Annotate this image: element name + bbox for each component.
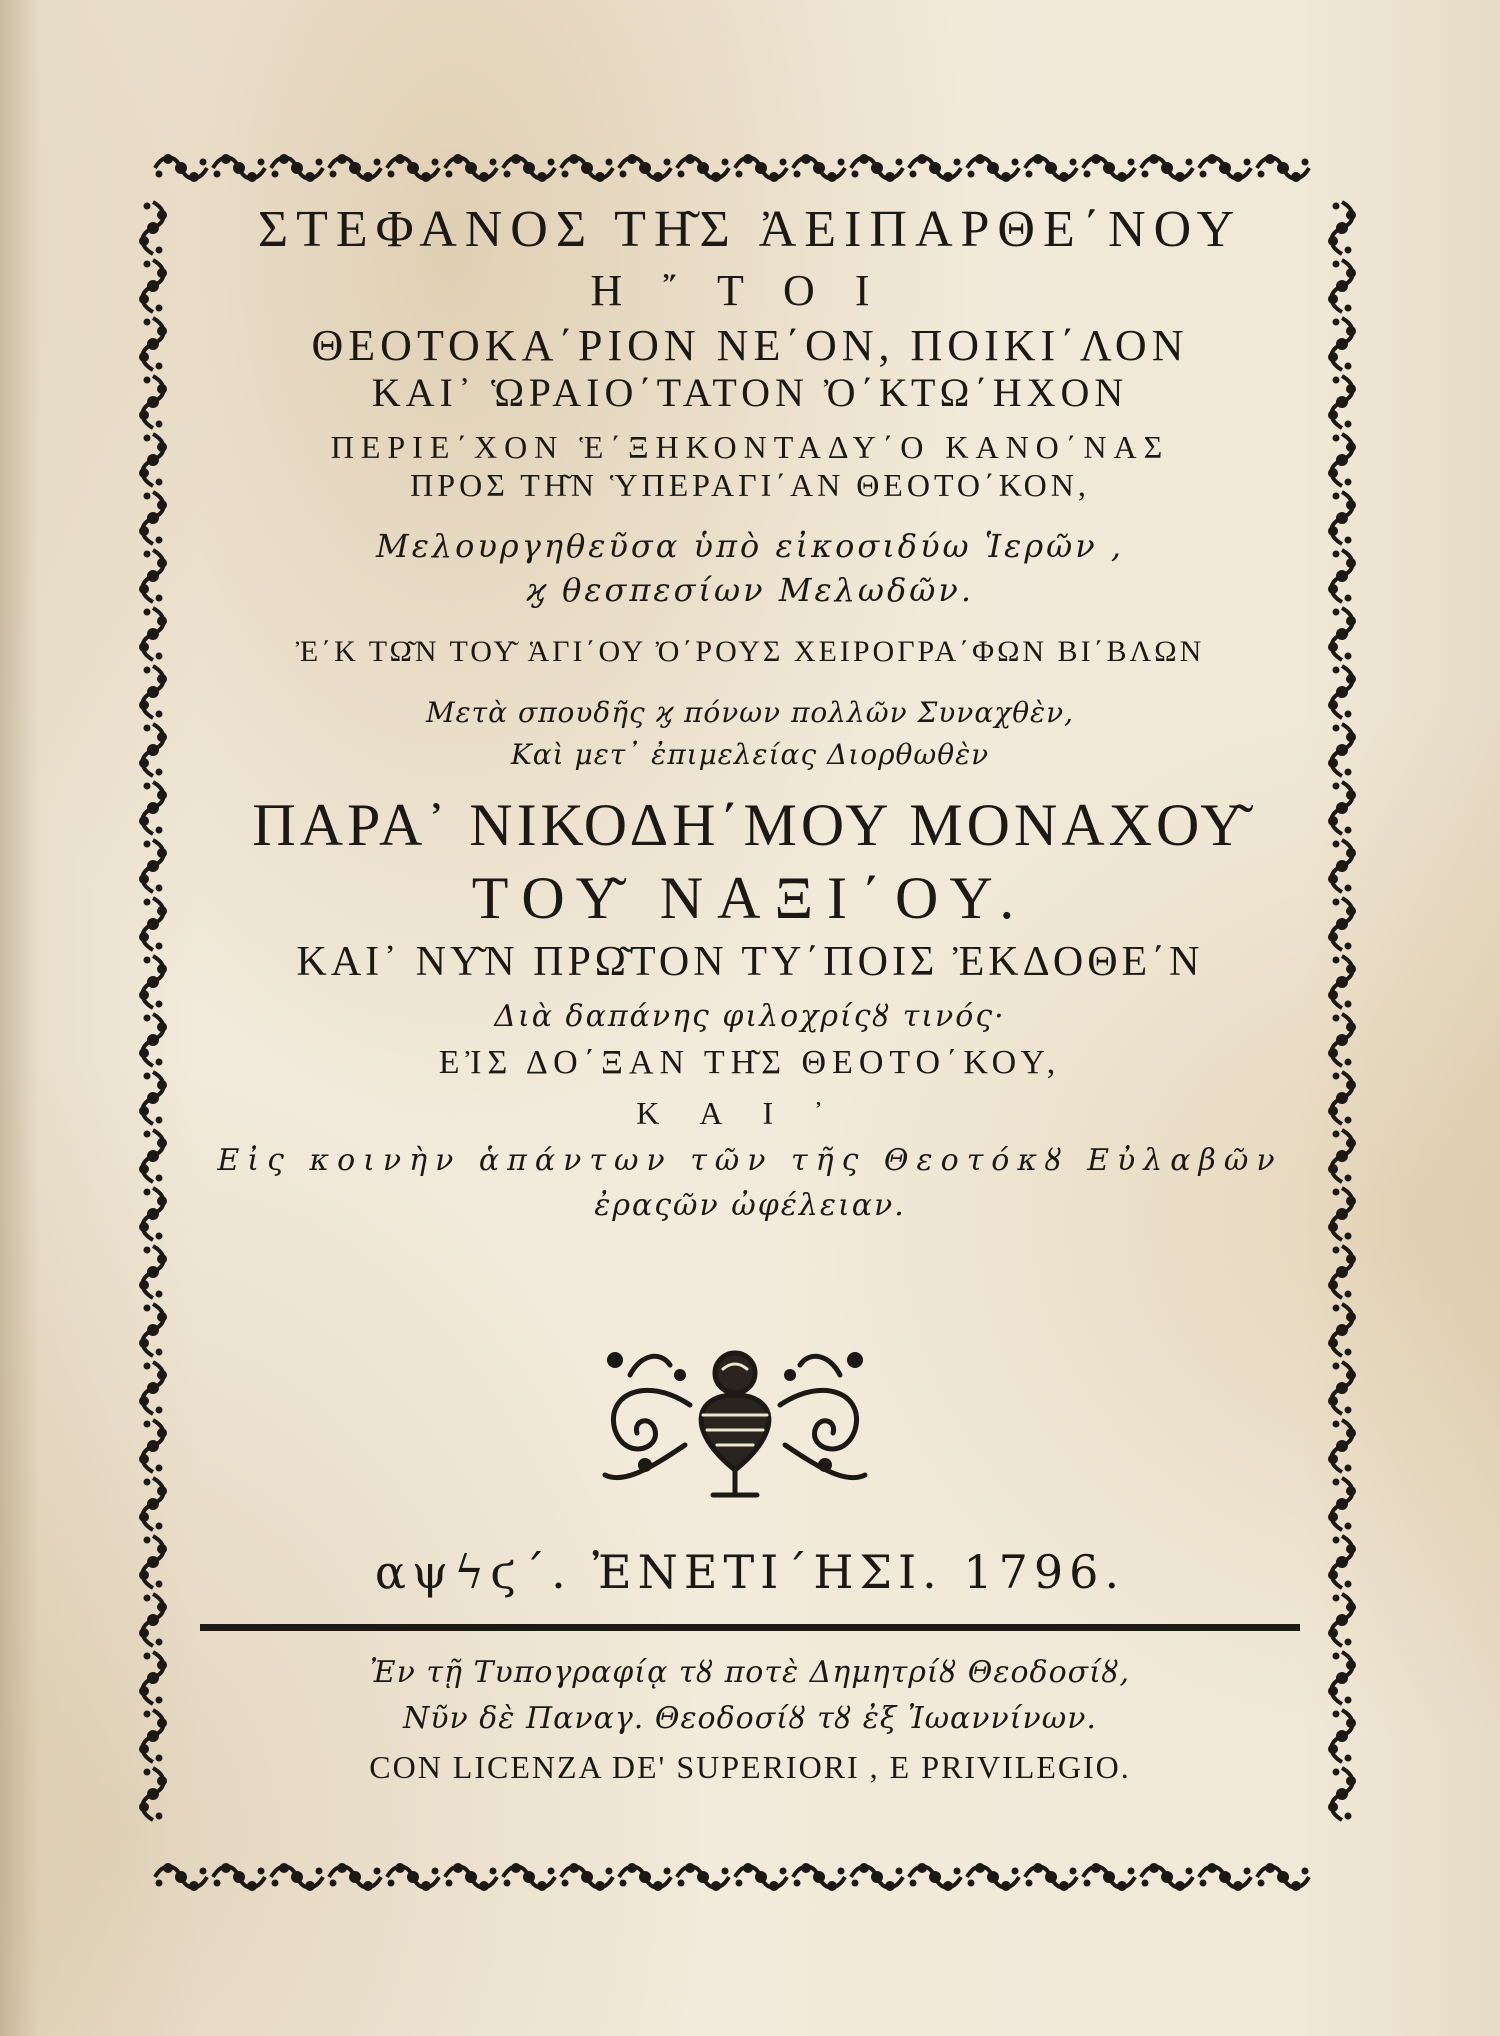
corrected-line: Καὶ μετ᾿ ἐπιμελείας Διορθωθὲν [510, 738, 990, 771]
contents-line-2: ΠΡΟΣ ΤΗ͂Ν ὙΠΕΡΑΓΙ΄ΑΝ ΘΕΟΤΟ΄ΚΟΝ, [410, 467, 1090, 503]
printer-block [200, 1650, 1300, 1792]
subtitle-line-2: ΚΑΙ᾿ ὩΡΑΙΟ΄ΤΑΤΟΝ Ὀ΄ΚΤΩ΄ΗΧΟΝ [371, 370, 1129, 415]
dedication-line: ΕἸΣ ΔΟ΄ΞΑΝ ΤΗ͂Σ ΘΕΟΤΟ΄ΚΟΥ, [438, 1044, 1062, 1081]
conjunction-line: Η῎ΤΟΙ [590, 266, 910, 315]
source-line: Ἐ΄Κ ΤΩ͂Ν ΤΟΥ͂ ἉΓΙ΄ΟΥ Ὀ΄ΡΟΥΣ ΧΕΙΡΟΓΡΑ΄ΦΩΝ ΒΙ΄ΒΛΩΝ [295, 635, 1205, 668]
license-line: CON LICENZA DE' SUPERIORI , E PRIVILEGIO. [369, 1749, 1131, 1785]
collected-line: Μετὰ σπουδῆς ϗ πόνων πολλῶν Συναχθὲν, [425, 696, 1075, 729]
editor-name: ΠΑΡΑ᾿ ΝΙΚΟΔΗ΄ΜΟΥ ΜΟΝΑΧΟΥ͂ [252, 792, 1248, 858]
subtitle-line-1: ΘΕΟΤΟΚΑ΄ΡΙΟΝ ΝΕ΄ΟΝ, ΠΟΙΚΙ΄ΛΟΝ [311, 321, 1189, 370]
composers-line-2: ϗ θεσπεσίων Μελωδῶν. [525, 571, 974, 609]
imprint-line: αψϟϛ΄. ἘΝΕΤΙ΄ΗΣΙ. 1796. [374, 1545, 1126, 1599]
first-edition-line: ΚΑΙ᾿ ΝΥ͂Ν ΠΡΩ͂ΤΟΝ ΤΥ΄ΠΟΙΣ ἘΚΔΟΘΕ΄Ν [296, 939, 1204, 985]
and-line: ΚΑΙ᾿ [636, 1095, 864, 1131]
divider-rule [200, 1622, 1300, 1634]
contents-line-1: ΠΕΡΙΕ΄ΧΟΝ Ἑ΄ΞΗΚΟΝΤΑΔΥ΄Ο ΚΑΝΟ΄ΝΑΣ [330, 429, 1170, 465]
editor-origin: ΤΟΥ͂ ΝΑΞΙ΄ΟΥ. [471, 865, 1029, 931]
printer-line-1: Ἐν τῇ Τυπογραφίᾳ τȣ ποτὲ Δημητρίȣ Θεοδοσίȣ, [369, 1655, 1131, 1690]
benefit-line-2: ἐραςῶν ὠφέλειαν. [594, 1188, 906, 1223]
sponsor-line: Διὰ δαπάνης φιλοχρίςȣ τινός· [494, 999, 1006, 1034]
main-title: ΣΤΕΦΑΝΟΣ ΤΗ͂Σ ἈΕΙΠΑΡΘΕ΄ΝΟΥ [257, 201, 1243, 258]
benefit-line-1: Εἰς κοινὴν ἁπάντων τῶν τῆς Θεοτόκȣ Εὐλαβῶν [217, 1143, 1283, 1178]
urn-ornament-icon [585, 1335, 885, 1505]
printer-line-2: Νῦν δὲ Παναγ. Θεοδοσίȣ τȣ ἐξ Ἰωαννίνων. [402, 1701, 1098, 1736]
title-block [200, 200, 1300, 1228]
composers-line-1: Μελουργηθεῦσα ὑπὸ εἰκοσιδύω Ἱερῶν , [375, 527, 1125, 565]
